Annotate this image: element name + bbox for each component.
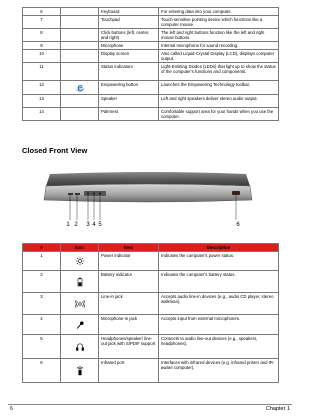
item-description: Interfaces with infrared devices (e.g. infrared printer and IR-aware computer). [159,359,279,383]
item-description: For entering data into your computer. [159,8,279,16]
icon-cell [61,359,99,383]
table-row [23,29,279,42]
item-name: Microphone-in jack [99,315,159,335]
row-number: 3 [23,293,61,315]
icon-cell [61,42,99,50]
battery-led [75,193,80,195]
callout-label-5: 5 [98,222,102,228]
item-name: Click buttons (left, center, and right) [99,29,159,42]
table-row [23,271,279,293]
item-description: Indicates the computer's battery status. [159,271,279,293]
item-name: Infrared port [99,359,159,383]
table-row [23,50,279,63]
infrared-icon [75,366,85,376]
callout-label-3: 3 [86,222,90,228]
item-name: Microphone [99,42,159,50]
item-name: Headphones/speaker/ line-out jack with S/PDIF support [99,335,159,359]
icon-cell [61,108,99,121]
infrared-port-window [232,191,240,195]
icon-cell [61,271,99,293]
footer-rule [8,404,292,405]
table-row [23,8,279,16]
item-name: Palmrest [99,108,159,121]
table-row [23,16,279,29]
table-header-row [23,244,279,252]
page-number: 6 [10,406,13,412]
row-number: 9 [23,42,61,50]
row-number: 6 [23,359,61,383]
icon-cell [61,29,99,42]
row-number: 13 [23,95,61,108]
row-number: 11 [23,63,61,81]
table-row [23,293,279,315]
row-number: 4 [23,315,61,335]
row-number: 1 [23,252,61,271]
line-in-icon [75,299,85,309]
battery-icon [75,277,85,287]
closed-front-view-table [22,243,279,383]
section-title: Closed Front View [22,146,88,155]
table-row [23,315,279,335]
icon-cell [61,315,99,335]
row-number: 10 [23,50,61,63]
laptop-front-view-diagram [38,170,258,228]
chapter-label: Chapter 1 [265,406,290,412]
callout-label-2: 2 [74,222,78,228]
item-description: Indicates the computer's power status. [159,252,279,271]
table-row [23,42,279,50]
headphones-icon [75,342,85,352]
item-description: Accepts audio line-in devices (e.g., audio CD player, stereo walkman). [159,293,279,315]
row-number: 2 [23,271,61,293]
item-name: Empowering button [99,81,159,95]
row-number: 6 [23,8,61,16]
table-row [23,359,279,383]
header-number: # [23,244,61,252]
item-name: Line-in jack [99,293,159,315]
item-name: Battery indicator [99,271,159,293]
icon-cell [61,293,99,315]
table-row [23,108,279,121]
icon-cell [61,335,99,359]
header-item: Item [99,244,159,252]
item-description: Connects to audio line-out devices (e.g., speakers, headphones). [159,335,279,359]
header-description: Description [159,244,279,252]
row-number: 5 [23,335,61,359]
item-name: Speaker [99,95,159,108]
item-description: Left and right speakers deliver stereo audio output. [159,95,279,108]
icon-cell [61,81,99,95]
item-name: Keyboard [99,8,159,16]
icon-cell [61,252,99,271]
row-number: 14 [23,108,61,121]
item-name: Status indicators [99,63,159,81]
laptop-body [44,172,252,202]
icon-cell [61,95,99,108]
item-name: Touchpad [99,16,159,29]
item-description: Internal microphone for sound recording. [159,42,279,50]
item-description: Comfortable support area for your hands when you use the computer. [159,108,279,121]
item-description: Also called Liquid-Crystal Display (LCD), displays computer output. [159,50,279,63]
table-row [23,335,279,359]
power-led [68,193,73,195]
callout-label-1: 1 [66,222,70,228]
row-number: 12 [23,81,61,95]
item-description: Touch-sensitive pointing device which functions like a computer mouse. [159,16,279,29]
header-icon: Icon [61,244,99,252]
table-row [23,81,279,95]
callout-label-6: 6 [236,222,240,228]
icon-cell [61,8,99,16]
callout-label-4: 4 [92,222,96,228]
table-row [23,95,279,108]
row-number: 7 [23,16,61,29]
icon-cell [61,16,99,29]
empowering-icon [75,83,85,93]
item-description: Launches the Empowering Technology toolbar. [159,81,279,95]
components-table-continued [22,7,279,121]
item-description: The left and right buttons function like the left and right mouse buttons. [159,29,279,42]
power-icon [75,256,85,266]
table-row [23,63,279,81]
icon-cell [61,50,99,63]
row-number: 8 [23,29,61,42]
icon-cell [61,63,99,81]
item-description: Light-Emitting Diodes (LEDs) that light up to show the status of the computer's functions and components. [159,63,279,81]
item-name: Display screen [99,50,159,63]
table-row [23,252,279,271]
item-description: Accepts input from external microphones. [159,315,279,335]
microphone-icon [75,320,85,330]
item-name: Power indicator [99,252,159,271]
